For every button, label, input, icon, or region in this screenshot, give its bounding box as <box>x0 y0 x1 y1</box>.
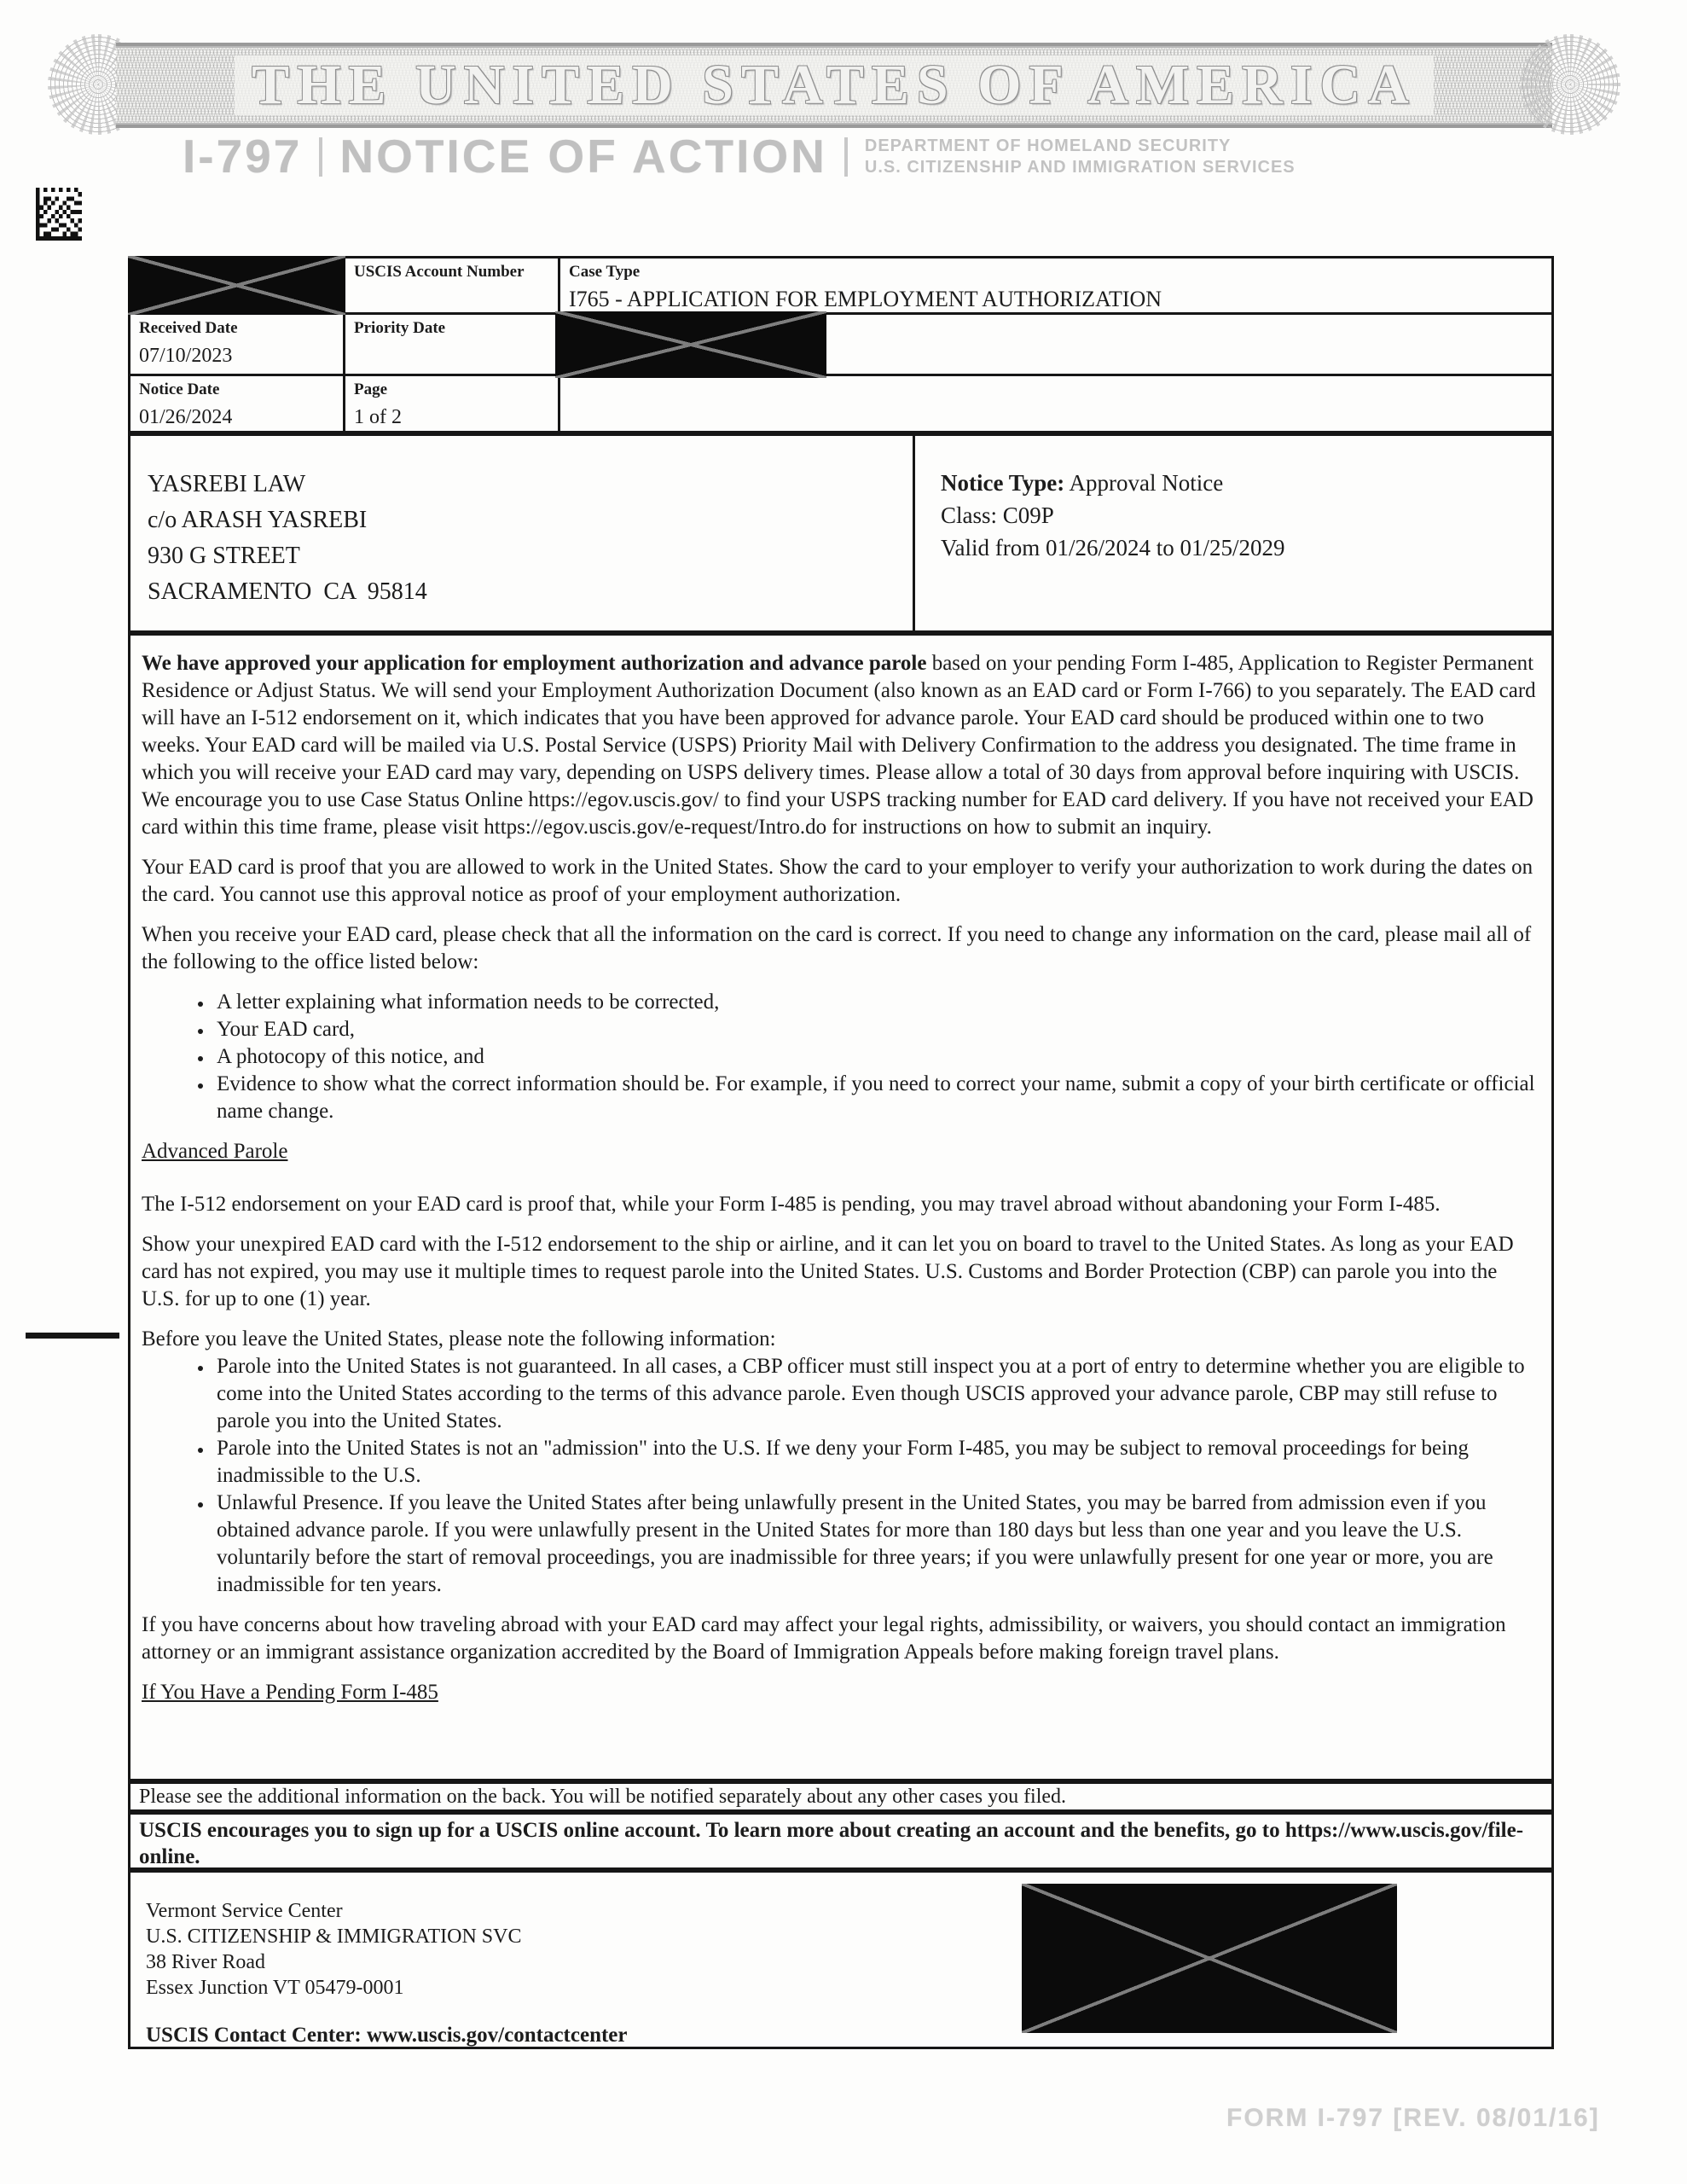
case-type-value: I765 - APPLICATION FOR EMPLOYMENT AUTHORIZATION <box>569 287 1162 311</box>
paragraph-approval-rest: based on your pending Form I-485, Application to Register Permanent Residence or Adjust Status. We will send your Employment Authorization Document (also known as an EAD card or Form I-766) to you separately. The EAD card will have an I-512 endorsement on it, which indicates that you have been approved for advance parole. Your EAD card should be produced within one to two weeks. Your EAD card will be mailed via U.S. Postal Service (USPS) Priority Mail with Delivery Confirmation to the address you designated. The time frame in which you will receive your EAD card may vary, depending on USPS delivery times. Please allow a total of 30 days from approval before inquiring with USCIS. We encourage you to use Case Status Online https://egov.uscis.gov/ to find your USPS tracking number for EAD card delivery. If you have not received your EAD card within this time frame, please visit https://egov.uscis.gov/e-request/Intro.do for instructions on how to submit an inquiry. <box>142 652 1536 839</box>
redaction-box-receipt-number <box>128 256 345 315</box>
paragraph-legal-concerns: If you have concerns about how traveling abroad with your EAD card may affect your legal rights, admissibility, or waivers, you should contact an immigration attorney or an immigrant assistance organization accredited by the Board of Immigration Appeals before making foreign travel plans. <box>142 1613 1506 1664</box>
notice-body <box>128 633 1554 1781</box>
online-account-text: USCIS encourages you to sign up for a USCIS online account. To learn more about creating an account and the benefits, go to https://www.uscis.gov/file-online. <box>139 1819 1524 1868</box>
data-matrix-barcode-icon <box>36 188 82 241</box>
pending-i485-heading: If You Have a Pending Form I-485 <box>142 1681 438 1704</box>
additional-info-strip <box>128 1781 1554 1812</box>
received-date-cell <box>130 315 345 376</box>
service-center-line: Vermont Service Center <box>146 1900 343 1922</box>
parole-warning-item: • Unlawful Presence. If you leave the United States after being unlawfully present in the United States, you may be barred from admission even if you obtained advance parole. If you were unlawfully present in the United States for more than 180 days but less than one year and you leave the U.S. voluntarily before the start of removal proceedings, you are inadmissible for three years; if you were unlawfully present for one year or more, you are inadmissible for ten years. <box>213 1490 1538 1599</box>
dept-line-2: U.S. CITIZENSHIP AND IMMIGRATION SERVICES <box>864 157 1296 177</box>
header-separator <box>844 137 848 177</box>
parole-warning-item: • Parole into the United States is not guaranteed. In all cases, a CBP officer must still inspect you at a port of entry to determine whether you are eligible to come into the United States according to the terms of this advance parole. Even though USCIS approved your advance parole, CBP may still refuse to parole you into the United States. <box>213 1353 1538 1435</box>
paragraph-check-card: When you receive your EAD card, please check that all the information on the card is correct. If you need to change any information on the card, please mail all of the following to the office listed below: <box>142 923 1532 973</box>
additional-info-text: Please see the additional information on the back. You will be notified separately about any other cases you filed. <box>139 1785 1067 1808</box>
case-type-cell <box>560 258 1551 315</box>
checklist-item: • Evidence to show what the correct information should be. For example, if you need to correct your name, submit a copy of your birth certificate or official name change. <box>213 1071 1538 1125</box>
recipient-line: YASREBI LAW <box>148 471 306 497</box>
paragraph-i512: The I-512 endorsement on your EAD card is proof that, while your Form I-485 is pending, you may travel abroad without abandoning your Form I-485. <box>142 1193 1441 1216</box>
advanced-parole-heading: Advanced Parole <box>142 1140 288 1163</box>
notice-type-value: Approval Notice <box>1064 470 1224 496</box>
case-type-label: Case Type <box>569 263 641 281</box>
service-center-line: 38 River Road <box>146 1951 265 1973</box>
notice-title: NOTICE OF ACTION <box>339 130 827 183</box>
receipt-number-cell <box>130 258 345 315</box>
page-value: 1 of 2 <box>354 406 402 428</box>
paragraph-ead-proof: Your EAD card is proof that you are allowed to work in the United States. Show the card to your employer to verify your authorization to work during the dates on the card. You cannot use this approval notice as proof of your employment authorization. <box>142 856 1533 906</box>
notice-type-label: Notice Type: <box>941 470 1065 496</box>
header-separator <box>319 137 322 177</box>
checklist-item: • A photocopy of this notice, and <box>213 1043 1538 1071</box>
banner-rosette-right-icon <box>1520 34 1620 135</box>
priority-date-cell <box>345 315 560 376</box>
recipient-line: SACRAMENTO CA 95814 <box>148 578 427 605</box>
page-label: Page <box>354 380 388 398</box>
uscis-account-number-label: USCIS Account Number <box>354 263 525 281</box>
recipient-line: c/o ARASH YASREBI <box>148 507 368 533</box>
notice-type-line <box>941 467 1551 499</box>
case-summary-table <box>128 256 1554 433</box>
uscis-account-number-cell <box>345 258 560 315</box>
parole-warnings-list <box>142 1353 1538 1599</box>
recipient-address <box>130 436 915 630</box>
recipient-notice-box <box>128 433 1554 633</box>
paragraph-approval-lead: We have approved your application for employment authorization and advance parole <box>142 652 927 675</box>
correction-checklist <box>142 989 1538 1125</box>
paragraph-approval <box>142 650 1538 841</box>
online-account-strip <box>128 1812 1554 1870</box>
paragraph-before-leaving: Before you leave the United States, please note the following information: <box>142 1327 776 1350</box>
banner-title: THE UNITED STATES OF AMERICA <box>235 55 1434 115</box>
notice-date-value: 01/26/2024 <box>139 406 233 428</box>
beneficiary-cell <box>560 315 1551 376</box>
priority-date-label: Priority Date <box>354 319 446 337</box>
dept-line-1: DEPARTMENT OF HOMELAND SECURITY <box>864 136 1232 155</box>
service-center-line: U.S. CITIZENSHIP & IMMIGRATION SVC <box>146 1926 522 1948</box>
redaction-box-signature <box>1022 1884 1397 2033</box>
parole-warning-item: • Parole into the United States is not an "admission" into the U.S. If we deny your Form I-485, you may be subject to removal proceedings for being inadmissible to the U.S. <box>213 1435 1538 1490</box>
valid-line: Valid from 01/26/2024 to 01/25/2029 <box>941 535 1285 561</box>
checklist-item: • A letter explaining what information needs to be corrected, <box>213 989 1538 1016</box>
contact-center-line: USCIS Contact Center: www.uscis.gov/contactcenter <box>146 2024 628 2047</box>
service-center-line: Essex Junction VT 05479-0001 <box>146 1977 404 1999</box>
empty-cell <box>560 376 1551 431</box>
class-line: Class: C09P <box>941 502 1054 528</box>
engraved-banner <box>67 39 1602 131</box>
notice-date-cell <box>130 376 345 431</box>
recipient-line: 930 G STREET <box>148 543 300 569</box>
paragraph-show-card: Show your unexpired EAD card with the I-512 endorsement to the ship or airline, and it can let you on board to travel to the United States. As long as your EAD card has not expired, you may use it multiple times to request parole into the United States. U.S. Customs and Border Protection (CBP) can parole you into the U.S. for up to one (1) year. <box>142 1233 1514 1310</box>
form-header <box>183 130 1296 183</box>
banner-guilloche-band <box>116 43 1552 128</box>
margin-mark <box>26 1333 119 1339</box>
service-center-box <box>128 1870 1554 2049</box>
form-code: I-797 <box>183 130 303 183</box>
notice-info <box>915 436 1551 630</box>
notice-date-label: Notice Date <box>139 380 220 398</box>
form-revision-stamp: FORM I-797 [REV. 08/01/16] <box>1226 2104 1600 2132</box>
department-lines <box>865 136 1296 178</box>
received-date-value: 07/10/2023 <box>139 345 233 367</box>
page-cell <box>345 376 560 431</box>
redaction-box-beneficiary <box>555 311 826 378</box>
received-date-label: Received Date <box>139 319 238 337</box>
checklist-item: • Your EAD card, <box>213 1016 1538 1043</box>
